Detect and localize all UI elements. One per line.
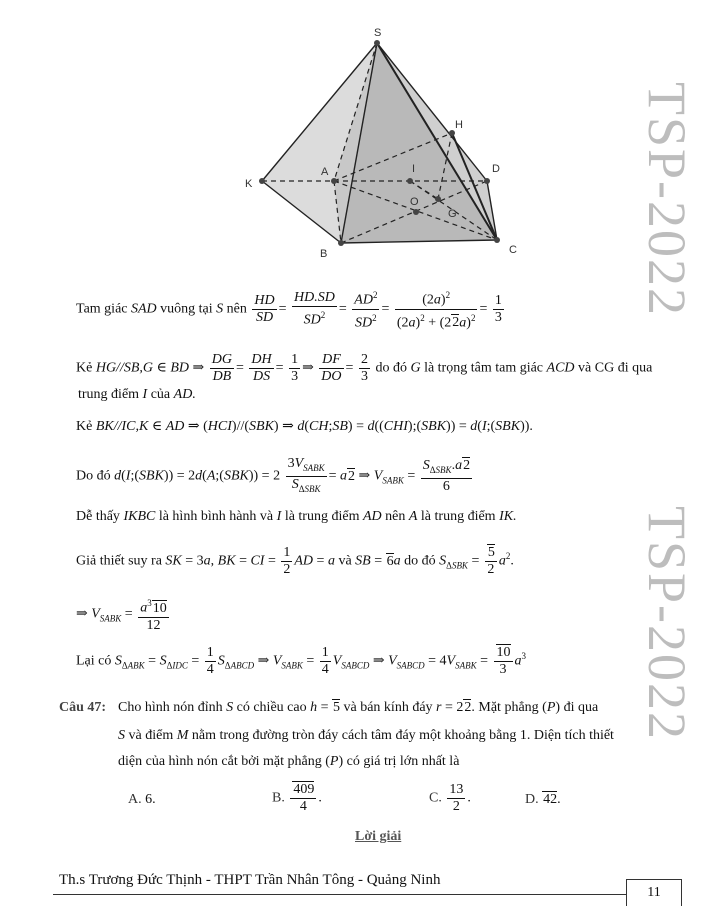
solution-line-8: ⇒ $V_{SABK}$ = $\frac{a^310}{12}$ <box>76 598 167 633</box>
question-line-3: diện của hình nón cắt bởi mặt phẳng (P) có giá trị lớn nhất là <box>118 754 460 769</box>
label-b: B <box>320 248 328 260</box>
watermark-bottom: TSP-2022 <box>637 506 697 742</box>
label-g: G <box>448 208 457 220</box>
label-s: S <box>374 28 382 39</box>
solution-line-1: Tam giác SAD vuông tại S nên $\frac{HD}{SD}$ = $\frac{HD.SD}{SD^2}$ = $\frac{AD^2}{SD^2}$ = $\frac{(2a)^2}{(2a)^2 + (22a)^2}$ = $\frac{1}{3}$ <box>76 289 502 331</box>
solution-line-6: Dễ thấy IKBC là hình bình hành và I là trung điểm AD nên A là trung điểm IK. <box>76 509 517 524</box>
option-d: D. 42. <box>525 792 561 807</box>
question-line-1: Cho hình nón đỉnh S có chiều cao h = 5 và bán kính đáy r = 22. Mặt phẳng (P) đi qua <box>118 700 599 715</box>
page-number: 11 <box>626 879 682 906</box>
label-a: A <box>321 166 329 178</box>
solution-line-7: Giả thiết suy ra SK = 3a, BK = CI = $\frac{1}{2}$ AD = a và SB = 6a do đó $S_{\Delta SBK}$ = $\frac{5}{2}$ $a^2$. <box>76 545 514 577</box>
question-label: Câu 47: <box>59 700 107 715</box>
option-a: A. 6. <box>128 792 156 807</box>
footer-author: Th.s Trương Đức Thịnh - THPT Trần Nhân Tông - Quảng Ninh <box>59 872 441 888</box>
solution-line-3: trung điểm I của AD. <box>78 387 196 402</box>
solution-heading: Lời giải <box>355 829 402 844</box>
option-b: B. $\frac{409}{4}$ . <box>272 782 322 814</box>
label-d: D <box>492 163 500 175</box>
label-c: C <box>509 244 517 256</box>
label-k: K <box>245 178 253 190</box>
pyramid-figure <box>240 28 540 263</box>
solution-line-5: Do đó d(I;(SBK)) = 2d(A;(SBK)) = 2 $\frac{3V_{SABK}}{S_{\Delta SBK}}$ = a2 ⇒ $V_{SABK}$ = $\frac{S_{\Delta SBK}.a2}{6}$ <box>76 456 474 497</box>
label-h: H <box>455 119 463 131</box>
watermark-top: TSP-2022 <box>637 82 697 318</box>
option-c: C. $\frac{13}{2}$ . <box>429 782 471 814</box>
footer-rule <box>53 894 626 895</box>
question-line-2: S và điểm M nằm trong đường tròn đáy cách tâm đáy một khoảng bằng 1. Diện tích thiết <box>118 728 614 743</box>
solution-line-9: Lại có $S_{\Delta ABK} = S_{\Delta IDC}$ = $\frac{1}{4}$ $S_{\Delta ABCD}$ ⇒ $V_{SABK}$ = $\frac{1}{4}$ $V_{SABCD}$ ⇒ $V_{SABCD} = 4V_{SABK}$ = $\frac{10}{3}$ $a^3$ <box>76 645 527 677</box>
label-i: I <box>412 163 416 175</box>
solution-line-4: Kẻ BK//IC,K ∈ AD ⇒ (HCI)//(SBK) ⇒ d(CH;SB) = d((CHI);(SBK)) = d(I;(SBK)). <box>76 419 533 434</box>
label-o: O <box>410 196 419 208</box>
solution-line-2: Kẻ HG//SB,G ∈ BD ⇒ $\frac{DG}{DB}$ = $\frac{DH}{DS}$ = $\frac{1}{3}$ ⇒ $\frac{DF}{DO}$ = $\frac{2}{3}$ do đó G là trọng tâm tam giác ACD và CG đi qua <box>76 352 653 384</box>
